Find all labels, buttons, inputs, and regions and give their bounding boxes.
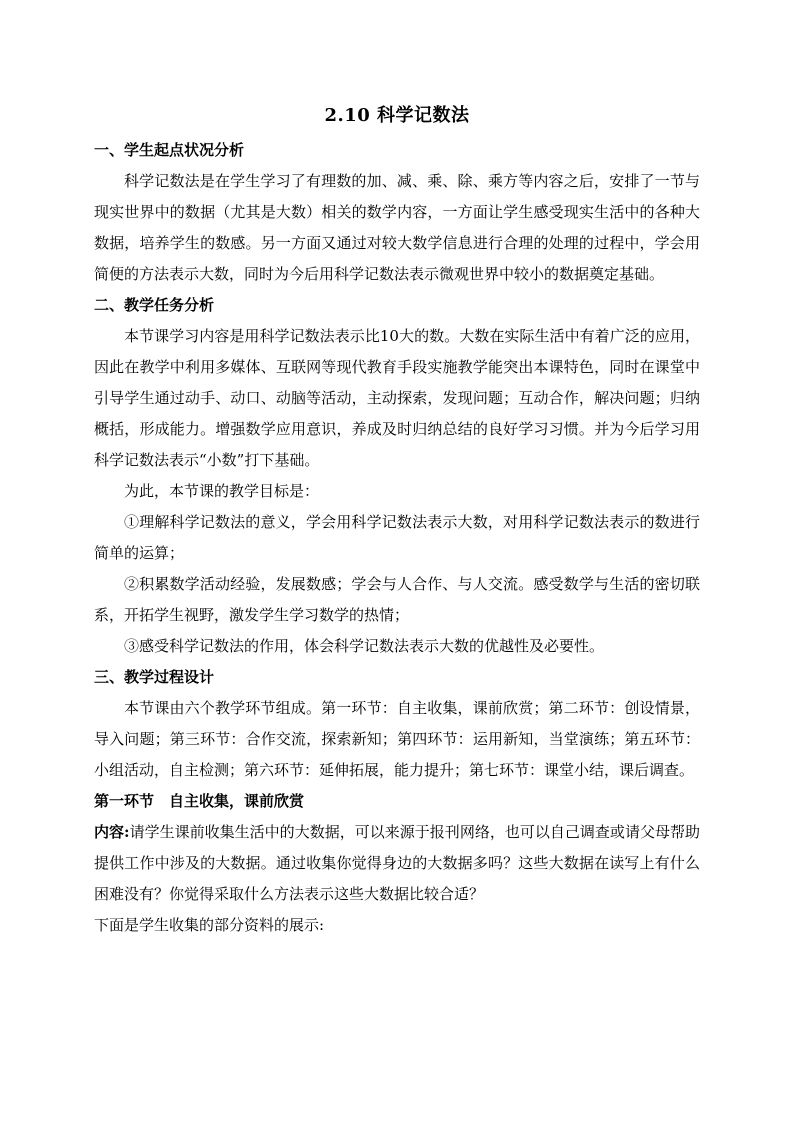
content-label: 内容:: [94, 823, 130, 841]
paragraph: 本节课由六个教学环节组成。第一环节：自主收集，课前欣赏；第二环节：创设情景，导入问题；第三环节：合作交流，探索新知；第四环节：运用新知，当堂演练；第五环节：小组活动，自主检测；第六环节：延伸拓展，能力提升；第七环节：课堂小结，课后调查。: [94, 699, 700, 779]
teaching-goal-item: ③感受科学记数法的作用，体会科学记数法表示大数的优越性及必要性。: [124, 637, 605, 655]
document-title: 2.10 科学记数法: [324, 105, 470, 126]
section-heading-task-analysis: 二、教学任务分析: [94, 296, 215, 314]
section-heading-student-analysis: 一、学生起点状况分析: [94, 141, 245, 159]
showcase-intro: 下面是学生收集的部分资料的展示:: [94, 916, 325, 934]
section-heading-process-design: 三、教学过程设计: [94, 668, 215, 686]
paragraph: 为此，本节课的教学目标是：: [124, 482, 320, 500]
step-heading: 第一环节 自主收集，课前欣赏: [94, 792, 305, 810]
paragraph: 科学记数法是在学生学习了有理数的加、减、乘、除、乘方等内容之后，安排了一节与现实世界中的数据（尤其是大数）相关的数学内容，一方面让学生感受现实生活中的各种大数据，培养学生的数感。另一方面又通过对较大数学信息进行合理的处理的过程中，学会用简便的方法表示大数，同时为今后用科学记数法表示微观世界中较小的数据奠定基础。: [94, 172, 700, 283]
content-text: 请学生课前收集生活中的大数据，可以来源于报刊网络，也可以自己调查或请父母帮助提供工作中涉及的大数据。通过收集你觉得身边的大数据多吗？这些大数据在读写上有什么困难没有？你觉得采取什么方法表示这些大数据比较合适？: [94, 823, 700, 903]
teaching-goal-item: ②积累数学活动经验，发展数感；学会与人合作、与人交流。感受数学与生活的密切联系，开拓学生视野，激发学生学习数学的热情；: [94, 575, 700, 624]
document-body: [94, 103, 700, 941]
paragraph: 本节课学习内容是用科学记数法表示比10大的数。大数在实际生活中有着广泛的应用，因此在教学中利用多媒体、互联网等现代教育手段实施教学能突出本课特色，同时在课堂中引导学生通过动手、动口、动脑等活动，主动探索，发现问题；互动合作，解决问题；归纳概括，形成能力。增强数学应用意识，养成及时归纳总结的良好学习习惯。并为今后学习用科学记数法表示“小数”打下基础。: [94, 327, 700, 469]
teaching-goal-item: ①理解科学记数法的意义，学会用科学记数法表示大数，对用科学记数法表示的数进行简单的运算；: [94, 513, 700, 562]
step-content: [94, 817, 700, 910]
